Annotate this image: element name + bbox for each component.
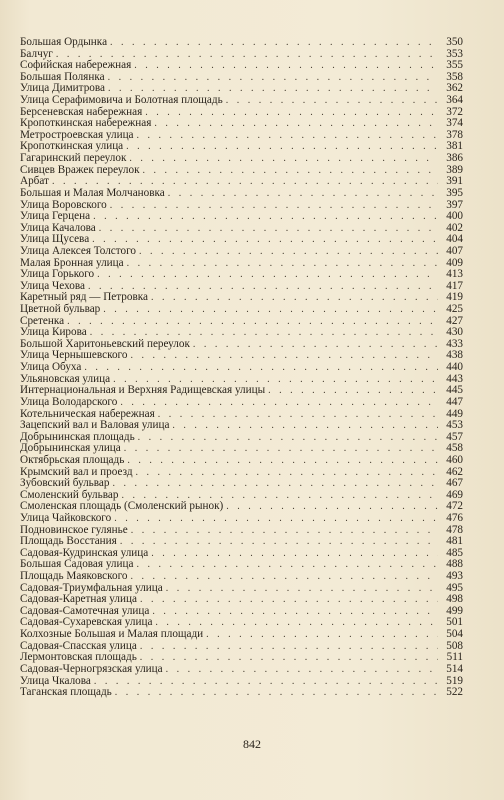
toc-entry-title: Берсеневская набережная <box>20 105 143 118</box>
toc-entry <box>20 687 463 699</box>
toc-entry-title: Улица Чкалова <box>20 674 91 687</box>
dot-leader <box>97 269 438 281</box>
toc-entry-page: 397 <box>446 198 463 211</box>
toc-entry-page: 453 <box>446 419 463 432</box>
toc-entry <box>20 188 463 200</box>
dot-leader <box>92 234 438 246</box>
dot-leader <box>93 211 438 223</box>
toc-entry <box>20 211 463 223</box>
toc-entry-title: Садовая-Спасская улица <box>20 639 137 652</box>
toc-entry-title: Большая Полянка <box>20 70 105 83</box>
toc-entry <box>20 362 463 374</box>
toc-entry-page: 522 <box>446 686 463 699</box>
toc-entry-title: Садовая-Черногрязская улица <box>20 662 163 675</box>
toc-entry-title: Садовая-Триумфальная улица <box>20 581 163 594</box>
toc-entry-title: Смоленский бульвар <box>20 488 119 501</box>
toc-entry-page: 443 <box>446 372 463 385</box>
toc-entry <box>20 269 463 281</box>
toc-entry-title: Зубовский бульвар <box>20 477 110 490</box>
toc-entry-title: Ульяновская улица <box>20 372 111 385</box>
dot-leader <box>124 443 438 455</box>
toc-entry-title: Кропоткинская улица <box>20 140 124 153</box>
toc-entry-page: 433 <box>446 337 463 350</box>
dot-leader <box>136 559 438 571</box>
toc-entry-page: 358 <box>446 70 463 83</box>
toc-entry-page: 402 <box>446 221 463 234</box>
toc-entry-page: 499 <box>446 604 463 617</box>
toc-entry-page: 353 <box>446 47 463 60</box>
toc-entry-page: 372 <box>446 105 463 118</box>
toc-entry-page: 440 <box>446 361 463 374</box>
toc-entry <box>20 153 463 165</box>
dot-leader <box>139 246 438 258</box>
dot-leader <box>158 409 438 421</box>
toc-entry-page: 430 <box>446 326 463 339</box>
dot-leader <box>136 467 438 479</box>
dot-leader <box>226 95 438 107</box>
dot-leader <box>110 200 438 212</box>
toc-entry-page: 419 <box>446 291 463 304</box>
toc-entry-page: 395 <box>446 186 463 199</box>
toc-entry-title: Большая Садовая улица <box>20 558 134 571</box>
dot-leader <box>130 350 438 362</box>
toc-entry-title: Каретный ряд — Петровка <box>20 291 149 304</box>
dot-leader <box>206 629 438 641</box>
dot-leader <box>134 60 438 72</box>
toc-entry-page: 386 <box>446 152 463 165</box>
dot-leader <box>127 258 438 270</box>
dot-leader <box>126 141 438 153</box>
toc-entry-title: Улица Володарского <box>20 395 118 408</box>
toc-entry-title: Садовая-Самотечная улица <box>20 604 150 617</box>
toc-entry-title: Садовая-Кудринская улица <box>20 546 149 559</box>
toc-entry-page: 362 <box>446 82 463 95</box>
dot-leader <box>172 420 438 432</box>
toc-entry-title: Садовая-Сухаревская улица <box>20 616 153 629</box>
toc-entry-page: 498 <box>446 593 463 606</box>
dot-leader <box>166 664 438 676</box>
toc-entry-title: Интернациональная и Верхняя Радищевская улицы <box>20 384 266 397</box>
toc-entry <box>20 420 463 432</box>
dot-leader <box>129 153 438 165</box>
dot-leader <box>138 432 438 444</box>
toc-entry-page: 493 <box>446 570 463 583</box>
toc-entry-title: Таганская площадь <box>20 686 112 699</box>
toc-entry-page: 481 <box>446 535 463 548</box>
dot-leader <box>143 165 438 177</box>
toc-entry-page: 457 <box>446 430 463 443</box>
dot-leader <box>131 571 439 583</box>
toc-entry-page: 504 <box>446 628 463 641</box>
dot-leader <box>154 118 438 130</box>
toc-entry-title: Улица Серафимовича и Болотная площадь <box>20 94 223 107</box>
dot-leader <box>103 304 438 316</box>
toc-entry-page: 417 <box>446 279 463 292</box>
toc-entry-title: Зацепский вал и Валовая улица <box>20 419 170 432</box>
dot-leader <box>151 548 438 560</box>
toc-entry-title: Улица Обуха <box>20 361 82 374</box>
dot-leader <box>166 583 438 595</box>
dot-leader <box>127 455 438 467</box>
toc-entry-page: 472 <box>446 500 463 513</box>
dot-leader <box>84 362 438 374</box>
toc-entry-page: 445 <box>446 384 463 397</box>
toc-entry <box>20 37 463 49</box>
toc-entry-title: Добрынинская площадь <box>20 430 135 443</box>
toc-entry-title: Улица Алексея Толстого <box>20 244 136 257</box>
toc-entry-title: Цветной бульвар <box>20 303 101 316</box>
toc-entry-page: 404 <box>446 233 463 246</box>
toc-entry <box>20 165 463 177</box>
toc-entry-title: Сретенка <box>20 314 65 327</box>
toc-entry-title: Большая и Малая Молчановка <box>20 186 165 199</box>
toc-entry-page: 495 <box>446 581 463 594</box>
toc-entry-page: 476 <box>446 511 463 524</box>
toc-entry-title: Котельническая набережная <box>20 407 155 420</box>
toc-entry-page: 427 <box>446 314 463 327</box>
toc-entry-title: Улица Чернышевского <box>20 349 128 362</box>
toc-entry-title: Гагаринский переулок <box>20 152 127 165</box>
toc-entry-title: Улица Чайковского <box>20 511 112 524</box>
dot-leader <box>131 525 438 537</box>
dot-leader <box>137 130 438 142</box>
toc-entry-title: Улица Кирова <box>20 326 87 339</box>
dot-leader <box>67 316 438 328</box>
dot-leader <box>168 188 438 200</box>
toc-entry-page: 378 <box>446 128 463 141</box>
toc-entry-title: Кропоткинская набережная <box>20 117 152 130</box>
toc-entry <box>20 629 463 641</box>
toc-entry <box>20 304 463 316</box>
dot-leader <box>120 397 438 409</box>
dot-leader <box>94 676 438 688</box>
toc-entry <box>20 397 463 409</box>
toc-entry-page: 413 <box>446 268 463 281</box>
toc-entry-title: Улица Димитрова <box>20 82 105 95</box>
toc-entry <box>20 455 463 467</box>
toc-entry-page: 462 <box>446 465 463 478</box>
dot-leader <box>108 72 438 84</box>
dot-leader <box>140 652 438 664</box>
dot-leader <box>226 501 438 513</box>
toc-entry-page: 488 <box>446 558 463 571</box>
toc-entry <box>20 246 463 258</box>
dot-leader <box>145 107 438 119</box>
toc-entry-page: 469 <box>446 488 463 501</box>
page-number: 842 <box>243 737 261 751</box>
toc-entry-title: Арбат <box>20 175 49 188</box>
toc-entry-page: 381 <box>446 140 463 153</box>
toc-entry-page: 364 <box>446 94 463 107</box>
toc-entry-page: 374 <box>446 117 463 130</box>
dot-leader <box>268 385 438 397</box>
toc-entry <box>20 95 463 107</box>
toc-entry-title: Садовая-Каретная улица <box>20 593 137 606</box>
dot-leader <box>193 339 438 351</box>
dot-leader <box>115 687 438 699</box>
toc-entry-page: 449 <box>446 407 463 420</box>
toc-entry-title: Площадь Маяковского <box>20 570 128 583</box>
toc-entry-title: Большая Ордынка <box>20 36 108 48</box>
dot-leader <box>151 292 438 304</box>
toc-entry-page: 400 <box>446 210 463 223</box>
table-of-contents <box>20 37 463 699</box>
dot-leader <box>140 641 438 653</box>
toc-entry-page: 407 <box>446 244 463 257</box>
toc-entry-title: Лермонтовская площадь <box>20 651 137 664</box>
toc-entry-page: 355 <box>446 59 463 72</box>
toc-entry-page: 511 <box>446 651 463 664</box>
toc-entry-page: 519 <box>446 674 463 687</box>
toc-entry-page: 409 <box>446 256 463 269</box>
toc-entry <box>20 513 463 525</box>
toc-entry-page: 391 <box>446 175 463 188</box>
toc-entry-title: Добрынинская улица <box>20 442 121 455</box>
toc-entry <box>20 350 463 362</box>
toc-entry-page: 478 <box>446 523 463 536</box>
toc-entry-page: 350 <box>446 36 463 48</box>
toc-entry-page: 425 <box>446 303 463 316</box>
toc-entry-page: 447 <box>446 395 463 408</box>
toc-entry-page: 514 <box>446 662 463 675</box>
toc-entry-title: Подновинское гулянье <box>20 523 128 536</box>
toc-entry-page: 438 <box>446 349 463 362</box>
toc-entry-title: Улица Чехова <box>20 279 85 292</box>
toc-entry-title: Колхозные Большая и Малая площади <box>20 628 204 641</box>
toc-entry-title: Октябрьская площадь <box>20 453 125 466</box>
dot-leader <box>110 37 438 49</box>
toc-entry-title: Смоленская площадь (Смоленский рынок) <box>20 500 224 513</box>
toc-entry-page: 467 <box>446 477 463 490</box>
toc-entry-page: 458 <box>446 442 463 455</box>
dot-leader <box>152 606 438 618</box>
dot-leader <box>99 223 438 235</box>
toc-entry-page: 501 <box>446 616 463 629</box>
toc-entry-title: Улица Горького <box>20 268 95 281</box>
toc-entry-title: Улица Герцена <box>20 210 91 223</box>
toc-entry-title: Улица Качалова <box>20 221 96 234</box>
toc-entry-title: Балчуг <box>20 47 53 60</box>
toc-entry-title: Малая Бронная улица <box>20 256 124 269</box>
dot-leader <box>114 513 438 525</box>
toc-entry-title: Сивцев Вражек переулок <box>20 163 140 176</box>
toc-entry-title: Площадь Восстания <box>20 535 117 548</box>
toc-entry <box>20 664 463 676</box>
dot-leader <box>112 478 438 490</box>
dot-leader <box>140 594 438 606</box>
toc-entry-page: 460 <box>446 453 463 466</box>
toc-entry-title: Крымский вал и проезд <box>20 465 133 478</box>
toc-entry-page: 485 <box>446 546 463 559</box>
toc-entry-title: Метростроевская улица <box>20 128 134 141</box>
toc-entry-title: Улица Воровского <box>20 198 107 211</box>
toc-entry <box>20 571 463 583</box>
toc-entry-page: 508 <box>446 639 463 652</box>
toc-entry-page: 389 <box>446 163 463 176</box>
toc-entry-title: Софийская набережная <box>20 59 132 72</box>
dot-leader <box>120 536 438 548</box>
toc-entry-title: Улица Щусева <box>20 233 90 246</box>
toc-entry-title: Большой Харитоньевский переулок <box>20 337 190 350</box>
